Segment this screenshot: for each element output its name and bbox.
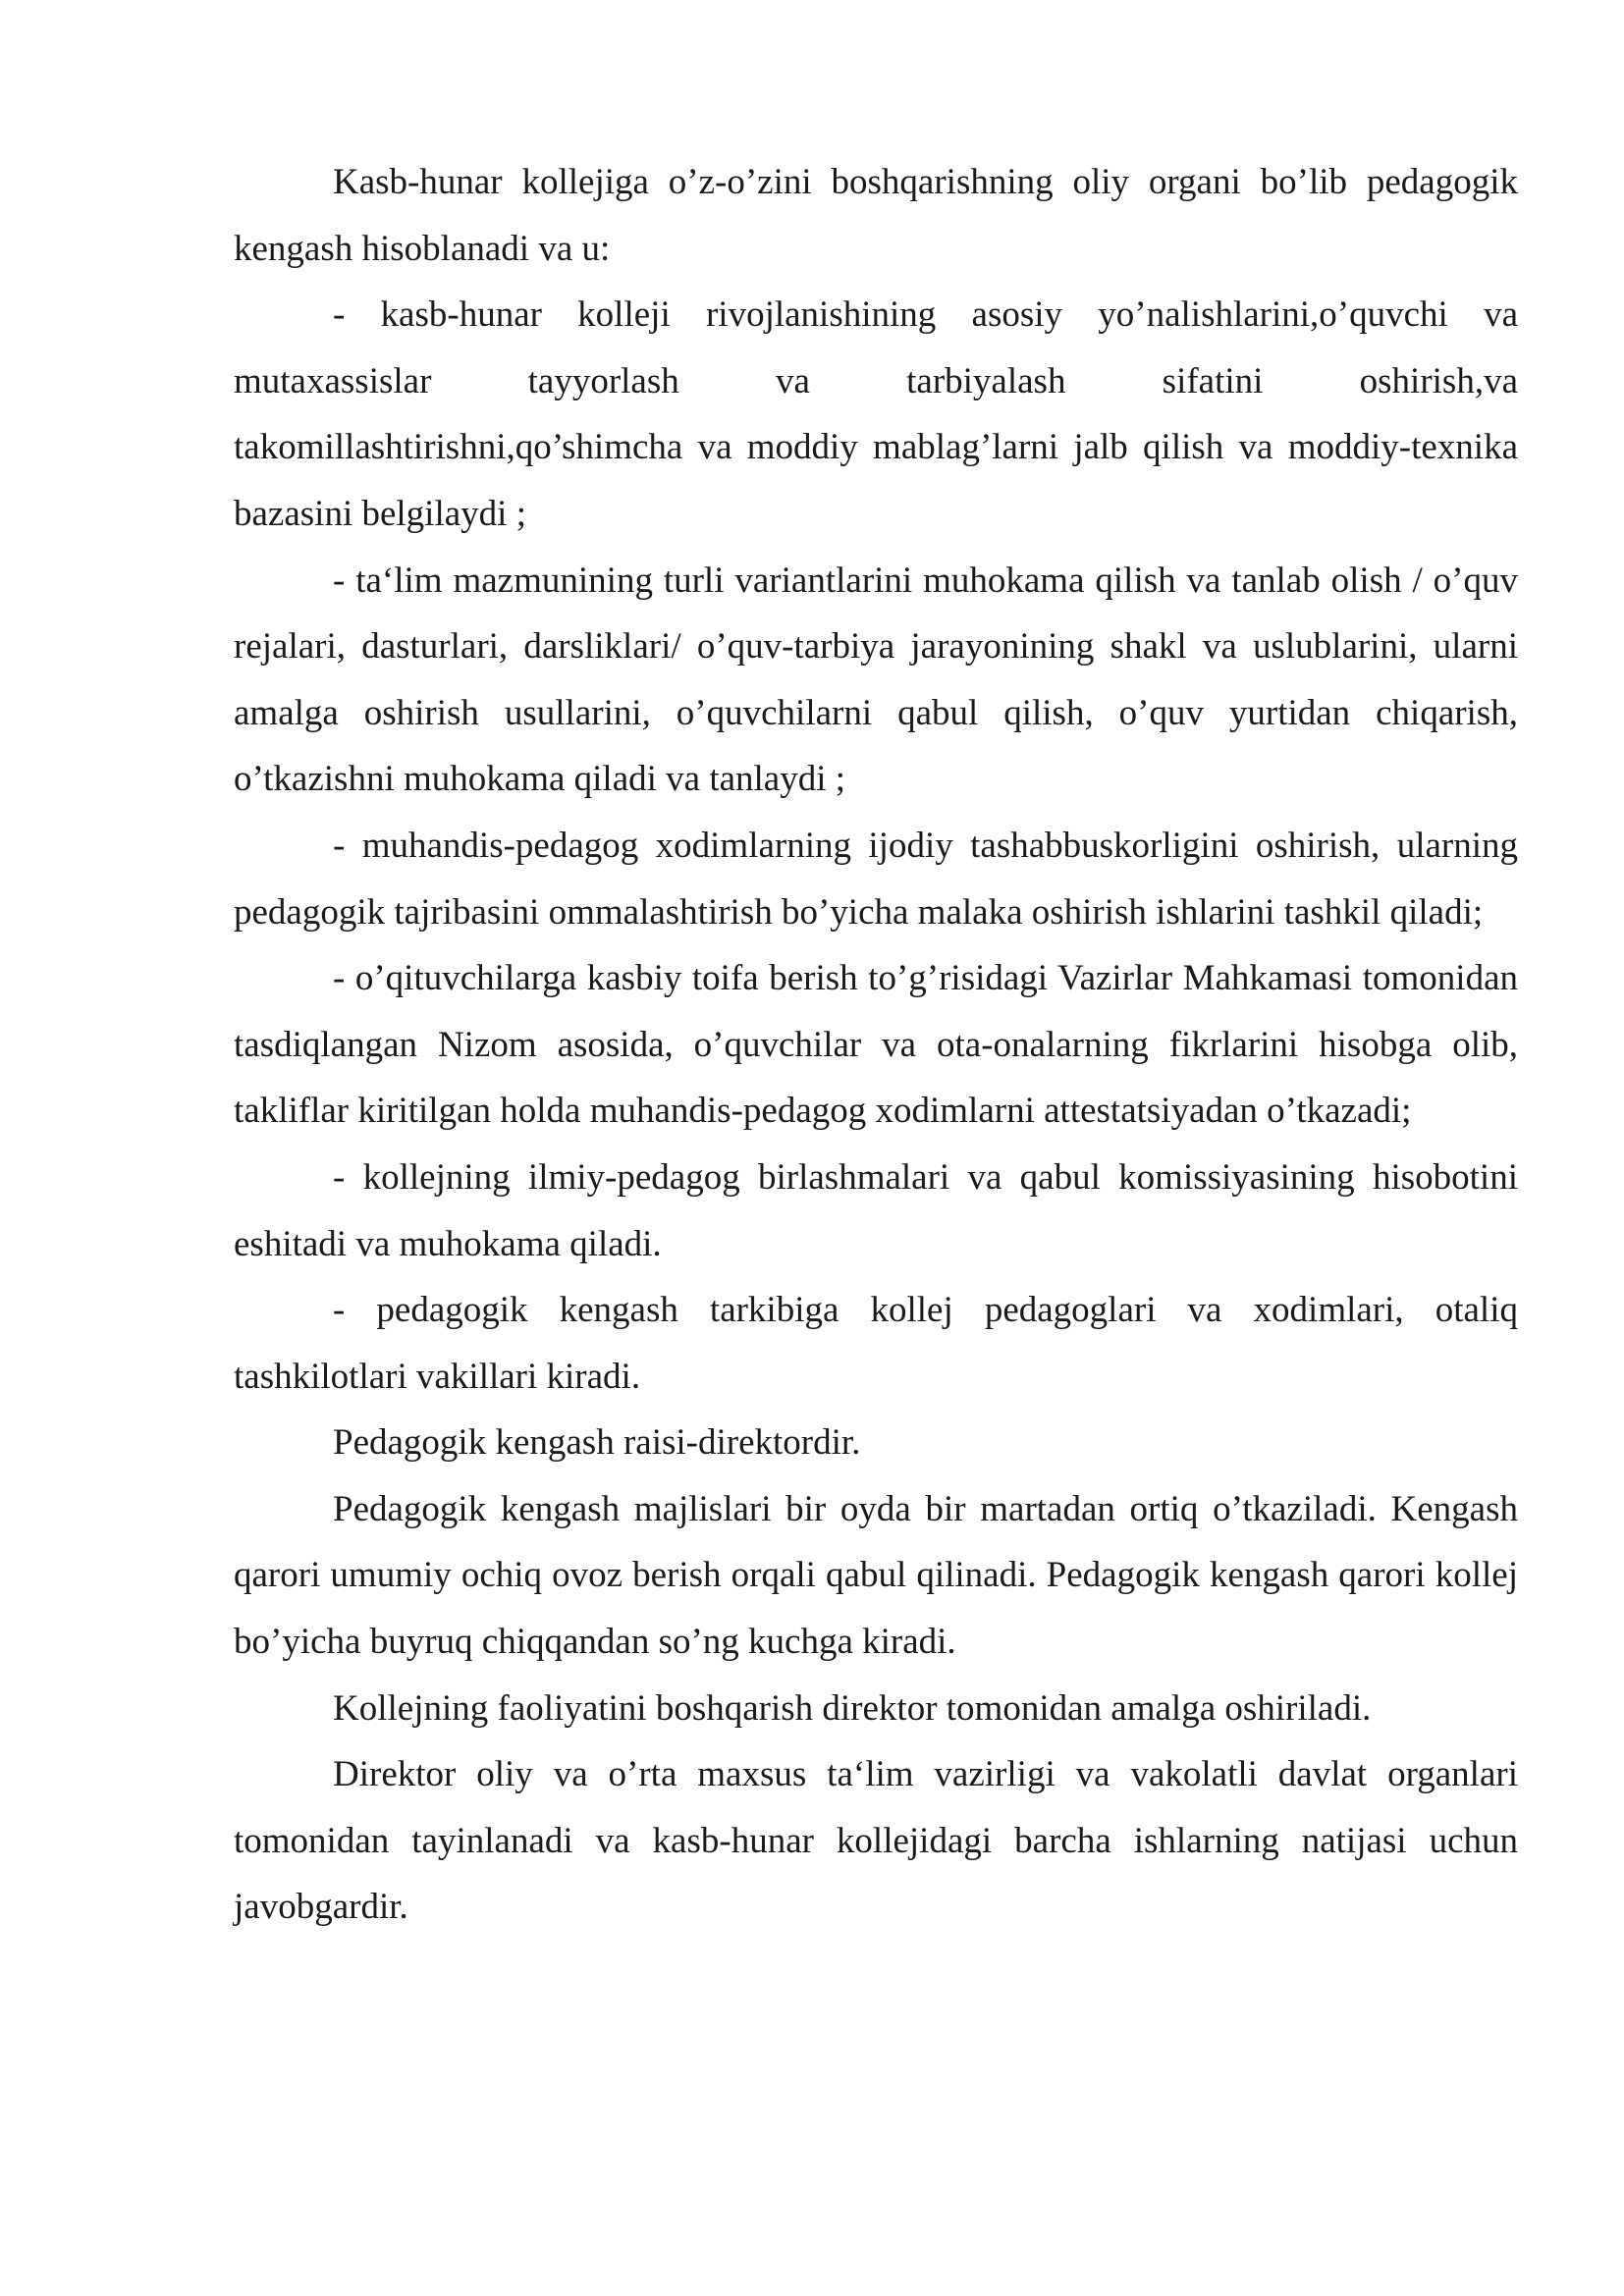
paragraph-item-curriculum: - ta‘lim mazmunining turli variantlarini muhokama qilish va tanlab olish / o’quv rejalari, dasturlari, darsliklari/ o’quv-tarbiya jarayonining shakl va uslublarini, ularni amalga oshirish usullarini, o’quvchilarni qabul qilish, o’quv yurtidan chiqarish, o’tkazishni muhokama qiladi va tanlaydi ; (234, 560, 1518, 800)
paragraph-item-development: - kasb-hunar kolleji rivojlanishining asosiy yo’nalishlarini,o’quvchi va mutaxassislar tayyorlash va tarbiyalash sifatini oshirish,va takomillashtirishni,qo’shimcha va moddiy mablag’larni jalb qilish va moddiy-texnika bazasini belgilaydi ; (234, 294, 1518, 534)
paragraph-item-attestation: - o’qituvchilarga kasbiy toifa berish to’g’risidagi Vazirlar Mahkamasi tomonidan tasdiqlangan Nizom asosida, o’quvchilar va ota-onalarning fikrlarini hisobga olib, takliflar kiritilgan holda muhandis-pedagog xodimlarni attestatsiyadan o’tkazadi; (234, 958, 1518, 1132)
paragraph-item-composition: - pedagogik kengash tarkibiga kollej pedagoglari va xodimlari, otaliq tashkilotlari vakillari kiradi. (234, 1290, 1518, 1397)
paragraph-director: Direktor oliy va o’rta maxsus ta‘lim vazirligi va vakolatli davlat organlari tomonidan tayinlanadi va kasb-hunar kollejidagi barcha ishlarning natijasi uchun javobgardir. (234, 1754, 1518, 1928)
paragraph-chair: Pedagogik kengash raisi-direktordir. (333, 1422, 861, 1464)
paragraph-item-training: - muhandis-pedagog xodimlarning ijodiy tashabbuskorligini oshirish, ularning pedagogik tajribasini ommalashtirish bo’yicha malaka oshirish ishlarini tashkil qiladi; (234, 825, 1518, 933)
paragraph-management: Kollejning faoliyatini boshqarish direktor tomonidan amalga oshiriladi. (333, 1687, 1372, 1729)
paragraph-intro: Kasb-hunar kollejiga o’z-o’zini boshqarishning oliy organi bo’lib pedagogik kengash hisoblanadi va u: (234, 162, 1518, 269)
paragraph-item-reports: - kollejning ilmiy-pedagog birlashmalari va qabul komissiyasining hisobotini eshitadi va muhokama qiladi. (234, 1156, 1518, 1264)
document-body (234, 149, 1518, 1941)
paragraph-meetings: Pedagogik kengash majlislari bir oyda bir martadan ortiq o’tkaziladi. Kengash qarori umumiy ochiq ovoz berish orqali qabul qilinadi. Pedagogik kengash qarori kollej bo’yicha buyruq chiqqandan so’ng kuchga kiradi. (234, 1488, 1518, 1663)
